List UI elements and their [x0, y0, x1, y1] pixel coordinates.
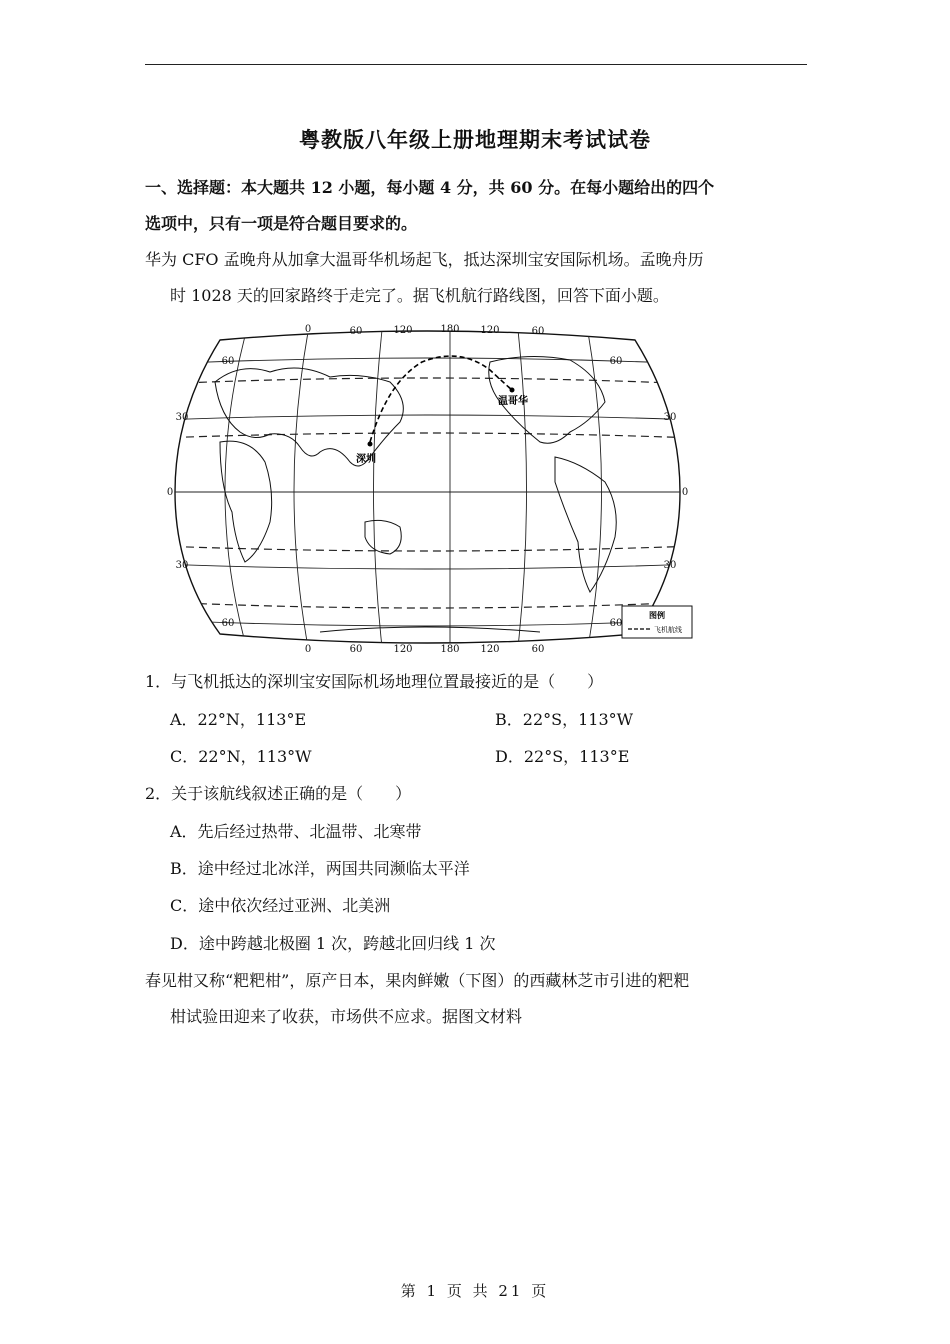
left-lat-label: 60	[221, 618, 235, 629]
left-lat-label: 60	[221, 356, 235, 367]
bottom-lon-label: 0	[304, 644, 312, 655]
section-heading-line2: 选项中，只有一项是符合题目要求的。	[145, 214, 418, 233]
map-legend	[622, 606, 692, 638]
left-lat-label: 30	[175, 412, 189, 423]
left-lat-label: 0	[166, 487, 174, 498]
shenzhen-label: 深圳	[356, 454, 376, 465]
q2-option-d[interactable]: D．途中跨越北极圈 1 次，跨越北回归线 1 次	[170, 934, 496, 953]
legend-route-label: 飞机航线	[654, 626, 682, 634]
legend-title: 图例	[649, 611, 665, 620]
top-lon-label: 120	[393, 325, 413, 336]
vancouver-label: 温哥华	[498, 396, 528, 407]
bottom-lon-label: 60	[349, 644, 363, 655]
material-1-line1: 华为 CFO 孟晚舟从加拿大温哥华机场起飞，抵达深圳宝安国际机场。孟晚舟历	[145, 250, 704, 269]
question-1-stem: 1．与飞机抵达的深圳宝安国际机场地理位置最接近的是（ ）	[145, 672, 604, 691]
q2-option-a[interactable]: A．先后经过热带、北温带、北寒带	[170, 822, 422, 841]
top-lon-label: 120	[480, 325, 500, 336]
bottom-lon-label: 120	[480, 644, 500, 655]
right-lat-label: 30	[663, 412, 677, 423]
top-lon-label: 0	[304, 324, 312, 335]
right-lat-label: 60	[609, 618, 623, 629]
world-route-map	[160, 322, 695, 655]
top-lon-label: 60	[531, 326, 545, 337]
material-1	[145, 242, 807, 314]
right-lat-label: 60	[609, 356, 623, 367]
material-2-line2: 柑试验田迎来了收获，市场供不应求。据图文材料	[170, 1007, 523, 1026]
right-lat-label: 0	[681, 487, 689, 498]
header-rule	[145, 64, 807, 65]
q2-option-c[interactable]: C．途中依次经过亚洲、北美洲	[170, 896, 391, 915]
bottom-lon-label: 180	[440, 644, 460, 655]
q1-option-d[interactable]: D．22°S，113°E	[495, 747, 630, 766]
q2-option-b[interactable]: B．途中经过北冰洋，两国共同濒临太平洋	[170, 859, 470, 878]
question-2-stem: 2．关于该航线叙述正确的是（ ）	[145, 784, 412, 803]
right-lat-label: 30	[663, 560, 677, 571]
material-2	[145, 963, 807, 1035]
shenzhen-marker	[368, 442, 373, 447]
bottom-lon-label: 120	[393, 644, 413, 655]
vancouver-marker	[510, 388, 515, 393]
section-heading-line1: 一、选择题：本大题共 12 小题，每小题 4 分，共 60 分。在每小题给出的四个	[145, 178, 715, 197]
top-lon-label: 180	[440, 324, 460, 335]
q1-option-c[interactable]: C．22°N，113°W	[170, 747, 312, 766]
top-lon-label: 60	[349, 326, 363, 337]
bottom-lon-label: 60	[531, 644, 545, 655]
material-2-line1: 春见柑又称“粑粑柑”，原产日本，果肉鲜嫩（下图）的西藏林芝市引进的粑粑	[145, 971, 690, 990]
q1-option-a[interactable]: A．22°N，113°E	[170, 710, 307, 729]
material-1-line2: 时 1028 天的回家路终于走完了。据飞机航行路线图，回答下面小题。	[170, 286, 669, 305]
q1-option-b[interactable]: B．22°S，113°W	[495, 710, 634, 729]
page-footer: 第 1 页 共 21 页	[400, 1282, 550, 1300]
section-heading	[145, 170, 807, 242]
left-lat-label: 30	[175, 560, 189, 571]
page-title: 粤教版八年级上册地理期末考试试卷	[299, 127, 651, 152]
